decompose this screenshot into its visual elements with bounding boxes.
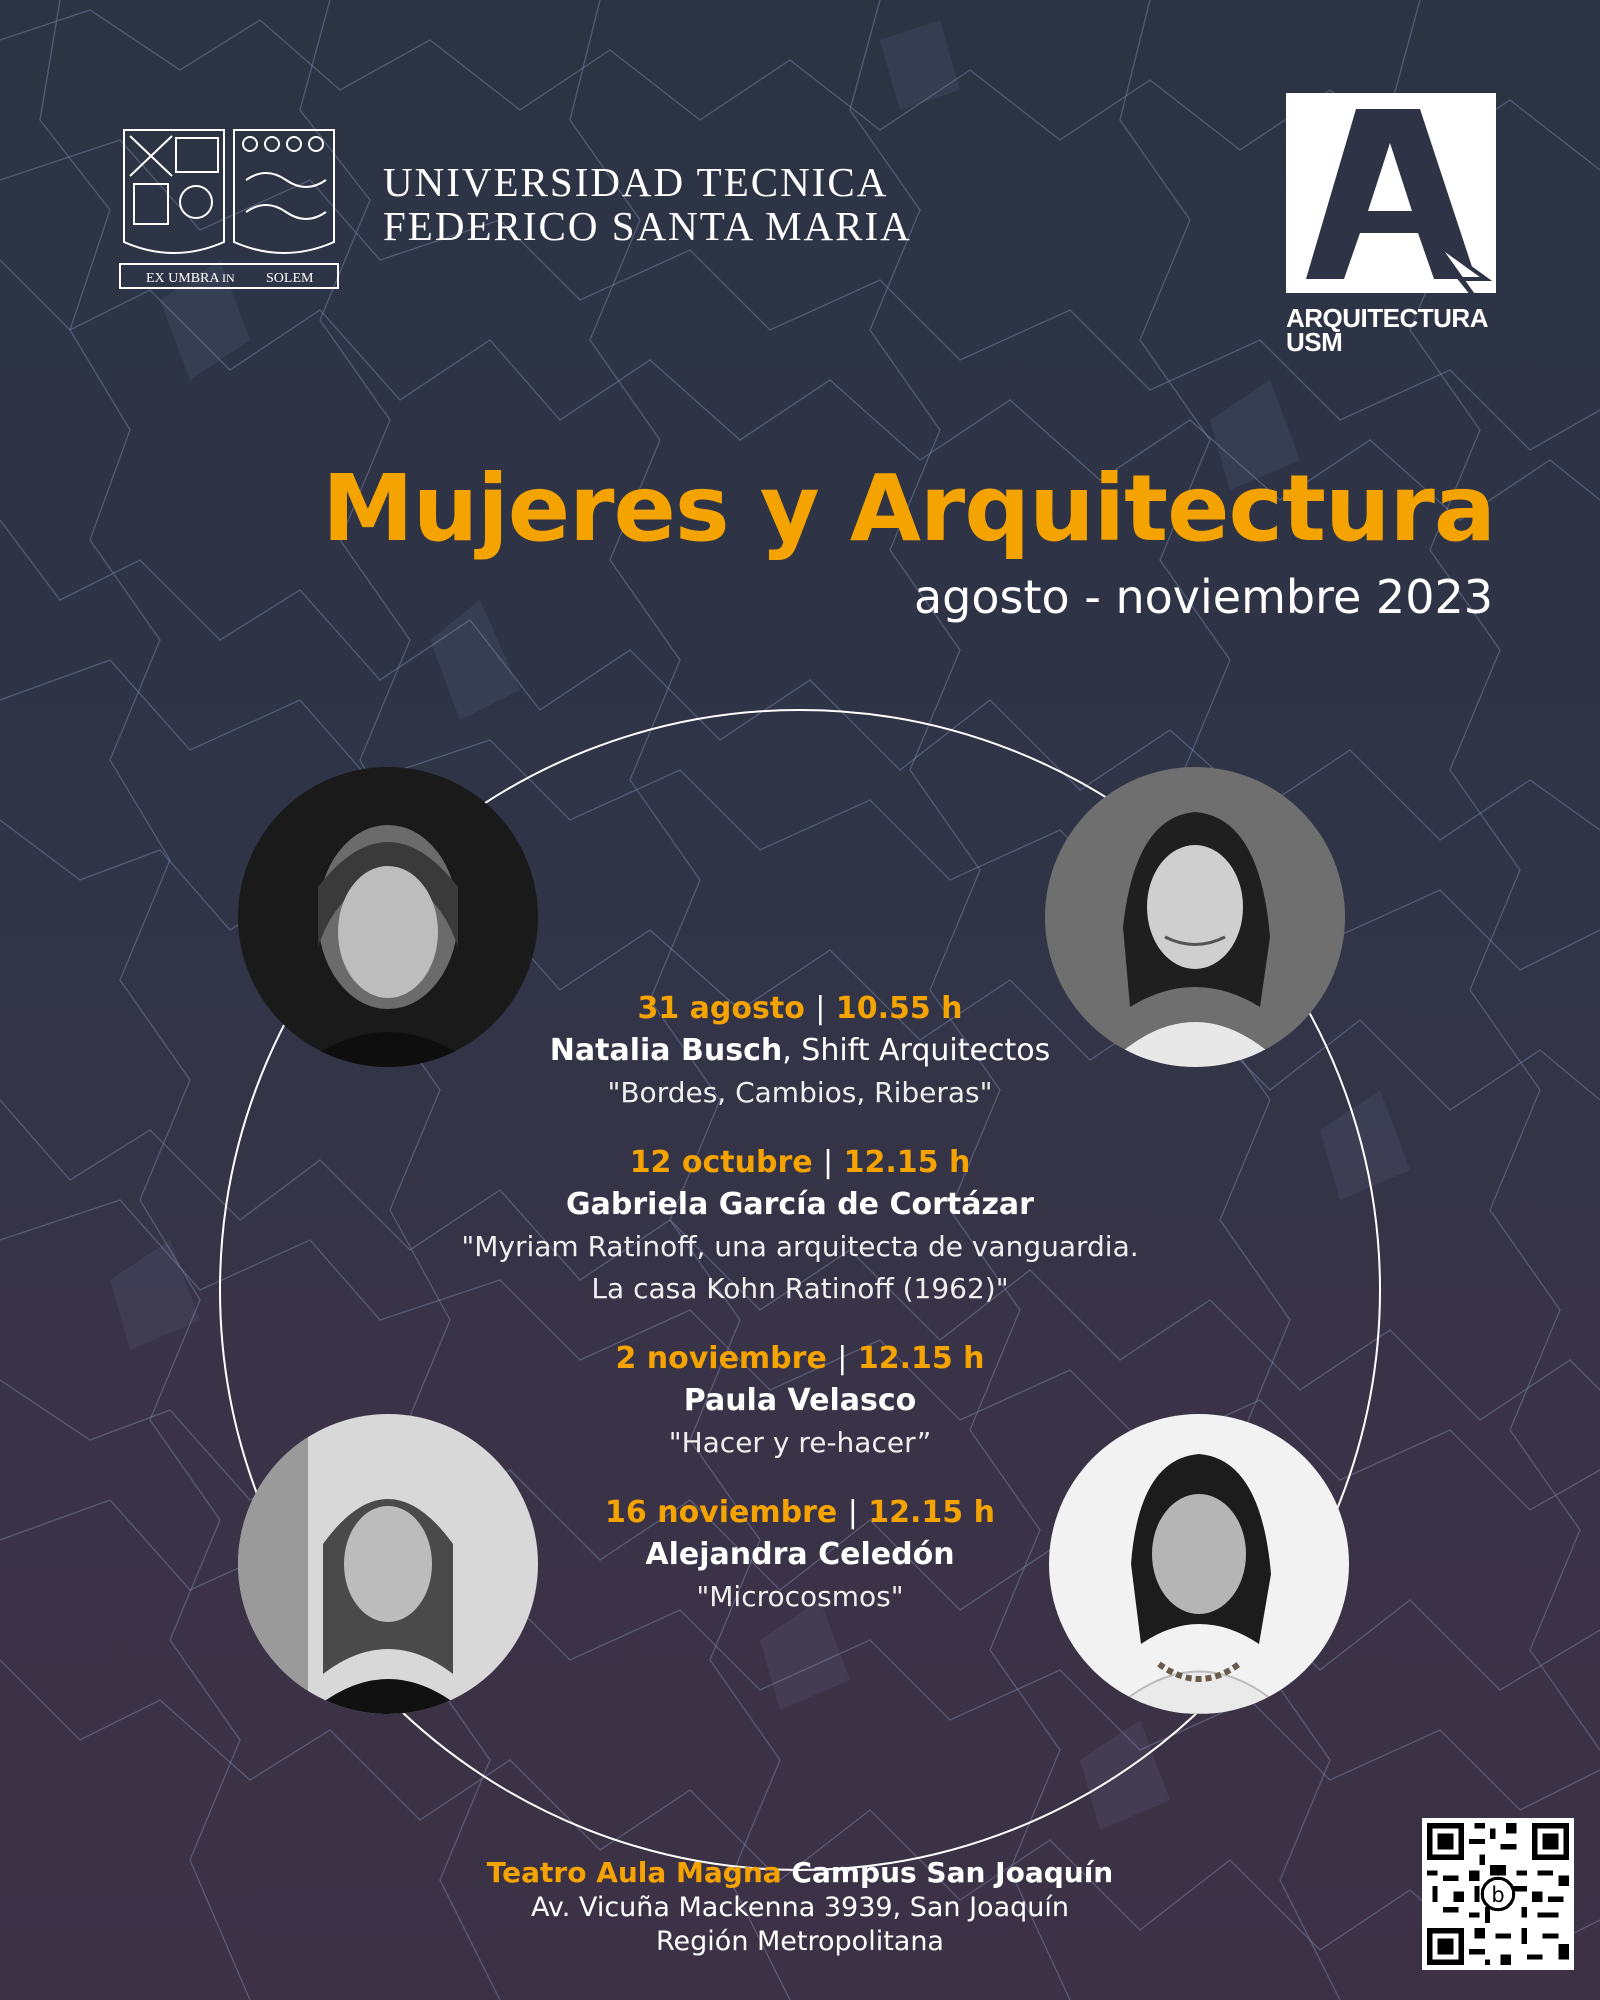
university-name-line1: UNIVERSIDAD TECNICA: [383, 159, 889, 205]
event-talk-line1: "Hacer y re-hacer”: [668, 1426, 932, 1459]
event-speaker-line: [340, 1534, 1260, 1576]
event-date-time: [340, 1338, 1260, 1380]
event-item: [340, 988, 1260, 1114]
event-date: 12 octubre: [629, 1145, 813, 1180]
arquitectura-logo: [1286, 93, 1496, 293]
venue-title: [0, 1855, 1600, 1891]
venue-region: Región Metropolitana: [656, 1926, 944, 1957]
arquitectura-label-line2: USM: [1286, 327, 1343, 357]
svg-text:b: b: [1491, 1882, 1505, 1907]
qr-code-icon: [1422, 1818, 1574, 1970]
event-date: 31 agosto: [637, 991, 805, 1026]
venue-address: Av. Vicuña Mackenna 3939, San Joaquín: [531, 1892, 1069, 1923]
university-crest-icon: [116, 124, 342, 294]
event-talk-line1: "Myriam Ratinoff, una arquitecta de vanguardia.: [461, 1230, 1139, 1263]
event-date: 2 noviembre: [615, 1341, 827, 1376]
arquitectura-label-line1: ARQUITECTURA: [1286, 303, 1488, 333]
event-separator: |: [837, 1341, 848, 1376]
university-name: [383, 160, 912, 248]
event-separator: |: [815, 991, 826, 1026]
event-date-time: [340, 988, 1260, 1030]
event-date: 16 noviembre: [605, 1495, 838, 1530]
event-affiliation: , Shift Arquitectos: [782, 1033, 1051, 1068]
venue-campus: Campus San Joaquín: [791, 1856, 1114, 1889]
event-separator: |: [847, 1495, 858, 1530]
event-speaker: Natalia Busch: [549, 1033, 783, 1068]
event-speaker-line: [340, 1030, 1260, 1072]
event-item: [340, 1492, 1260, 1618]
event-time: 10.55 h: [835, 991, 963, 1026]
event-time: 12.15 h: [843, 1145, 971, 1180]
event-item: [340, 1338, 1260, 1464]
svg-text:EX UMBRA: EX UMBRA: [146, 271, 220, 286]
university-name-line2: FEDERICO SANTA MARIA: [383, 203, 912, 249]
event-time: 12.15 h: [857, 1341, 985, 1376]
event-talk-title: [340, 1072, 1260, 1114]
page-subtitle: agosto - noviembre 2023: [913, 570, 1493, 624]
event-date-time: [340, 1142, 1260, 1184]
arquitectura-a-logo-icon: [1286, 93, 1496, 293]
event-speaker: Gabriela García de Cortázar: [566, 1187, 1034, 1222]
event-talk-line2: La casa Kohn Ratinoff (1962)": [591, 1272, 1009, 1305]
svg-text:IN: IN: [222, 271, 235, 285]
event-separator: |: [823, 1145, 834, 1180]
arquitectura-label: [1286, 303, 1488, 357]
svg-text:SOLEM: SOLEM: [266, 271, 314, 286]
event-list: [340, 988, 1260, 1646]
venue-info: [0, 1855, 1600, 1959]
event-talk-line1: "Microcosmos": [696, 1580, 904, 1613]
event-talk-title: [340, 1226, 1260, 1310]
event-time: 12.15 h: [868, 1495, 995, 1530]
event-speaker-line: [340, 1184, 1260, 1226]
venue-hall: Teatro Aula Magna: [486, 1856, 782, 1889]
event-speaker-line: [340, 1380, 1260, 1422]
event-item: [340, 1142, 1260, 1310]
event-talk-line1: "Bordes, Cambios, Riberas": [607, 1076, 993, 1109]
university-crest: [116, 124, 342, 294]
event-speaker: Paula Velasco: [683, 1383, 917, 1418]
event-date-time: [340, 1492, 1260, 1534]
event-talk-title: [340, 1576, 1260, 1618]
qr-code[interactable]: [1422, 1818, 1574, 1970]
event-talk-title: [340, 1422, 1260, 1464]
page-title: Mujeres y Arquitectura: [322, 455, 1495, 562]
event-speaker: Alejandra Celedón: [645, 1537, 955, 1572]
